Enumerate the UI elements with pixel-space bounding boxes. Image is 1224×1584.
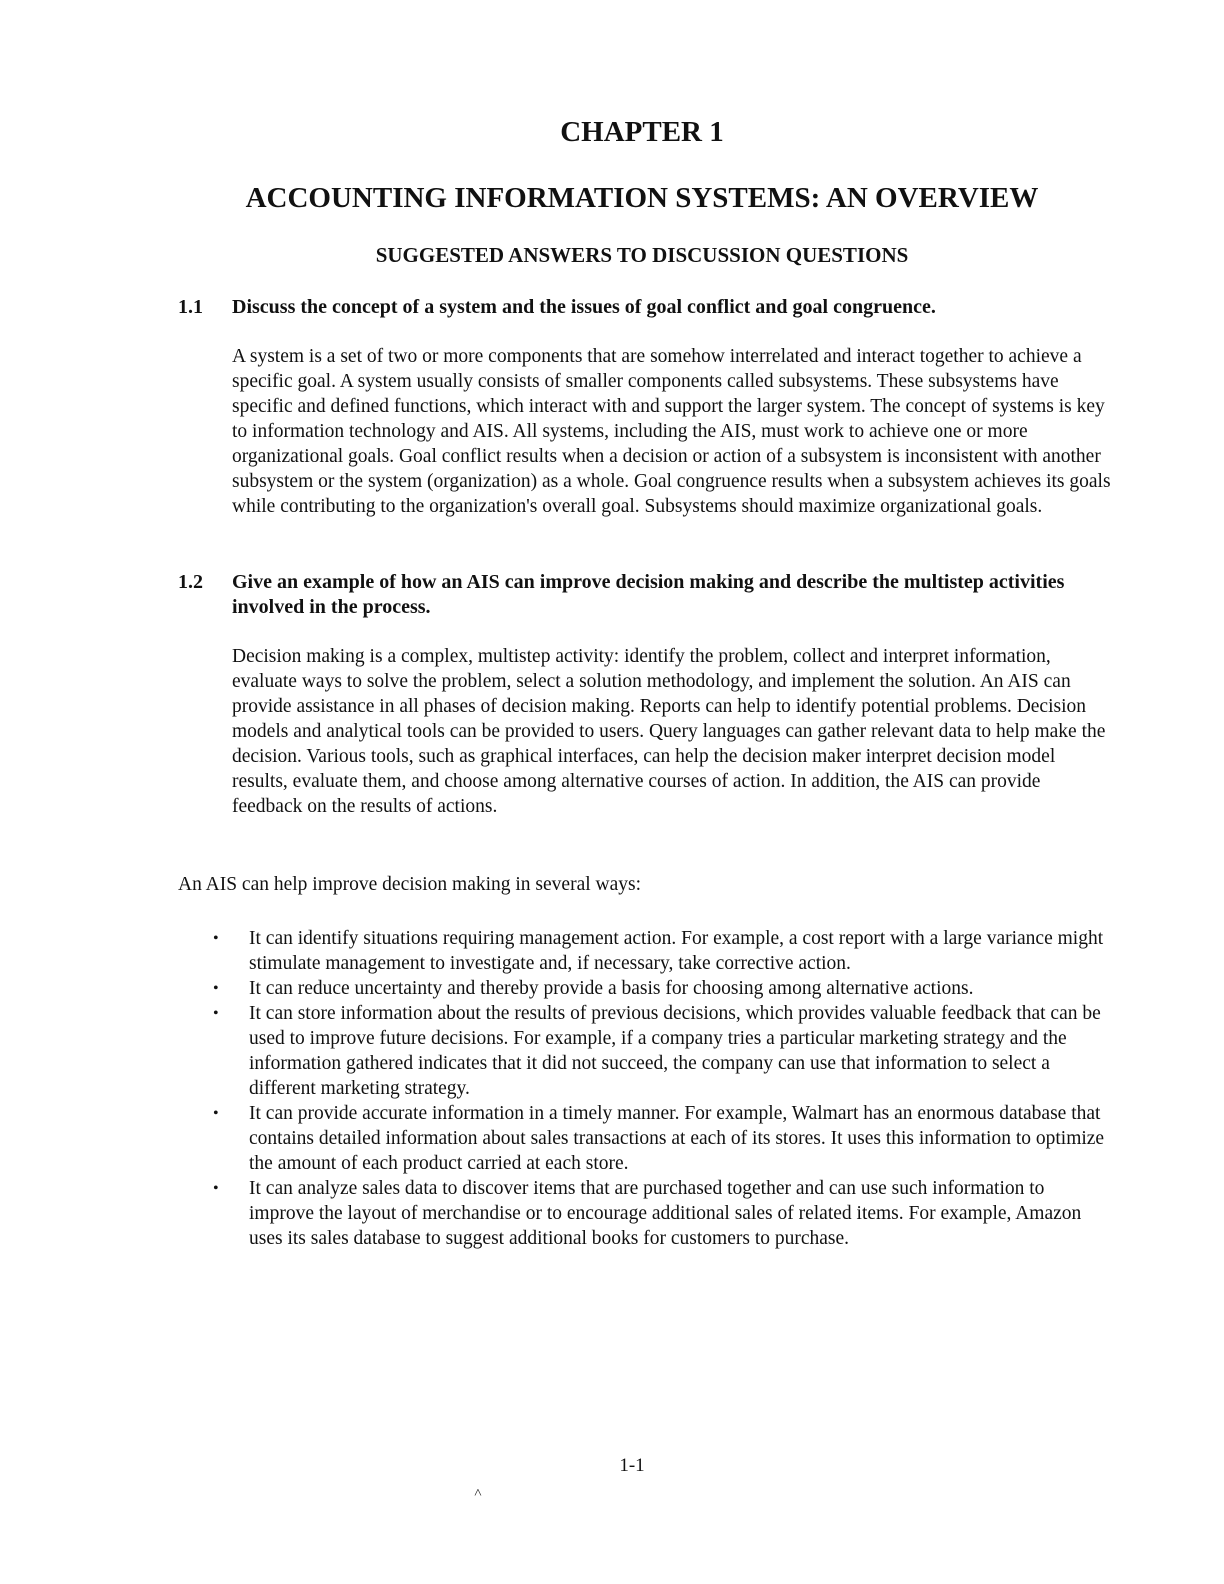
- list-item: [0, 1101, 1224, 1176]
- question-text: Give an example of how an AIS can improve decision making and describe the multistep activities involved in the process.: [232, 571, 1065, 618]
- question-number: 1.2: [178, 571, 203, 593]
- bullet-list: [0, 926, 1224, 1251]
- chapter-heading: CHAPTER 1: [560, 116, 724, 148]
- question-text: Discuss the concept of a system and the issues of goal conflict and goal congruence.: [232, 296, 936, 318]
- bullet-icon: •: [213, 930, 219, 947]
- bullet-icon: •: [213, 1105, 219, 1122]
- answer-paragraph: A system is a set of two or more components that are somehow interrelated and interact together to achieve a specific goal. A system usually consists of smaller components called subsystems. These subsystems have specific and defined functions, which interact with and support the larger system. The concept of systems is key to information technology and AIS. All systems, including the AIS, must work to achieve one or more organizational goals. Goal conflict results when a decision or action of a subsystem is inconsistent with another subsystem or the system (organization) as a whole. Goal congruence results when a subsystem achieves its goals while contributing to the organization's overall goal. Subsystems should maximize organizational goals.: [232, 346, 1111, 517]
- page-number: 1-1: [619, 1455, 645, 1476]
- list-item-text: It can store information about the results of previous decisions, which provides valuable feedback that can be used to improve future decisions. For example, if a company tries a particular marketing strategy and the information gathered indicates that it did not succeed, the company can use that information to select a different marketing strategy.: [249, 1003, 1101, 1099]
- bullet-icon: •: [213, 1180, 219, 1197]
- list-item: [0, 976, 1224, 1001]
- list-item-text: It can provide accurate information in a timely manner. For example, Walmart has an enormous database that contains detailed information about sales transactions at each of its stores. It uses this information to optimize the amount of each product carried at each store.: [249, 1103, 1105, 1174]
- list-item: [0, 926, 1224, 976]
- list-item: [0, 1001, 1224, 1101]
- section-heading: SUGGESTED ANSWERS TO DISCUSSION QUESTIONS: [375, 243, 909, 267]
- chapter-title: ACCOUNTING INFORMATION SYSTEMS: AN OVERVIEW: [245, 182, 1039, 214]
- stray-mark: ˄: [474, 1486, 482, 1501]
- list-item: [0, 1176, 1224, 1251]
- question-number: 1.1: [178, 296, 203, 318]
- bullet-icon: •: [213, 1005, 219, 1022]
- list-item-text: It can analyze sales data to discover items that are purchased together and can use such information to improve the layout of merchandise or to encourage additional sales of related items. For example, Amazon uses its sales database to suggest additional books for customers to purchase.: [249, 1178, 1082, 1249]
- list-item-text: It can reduce uncertainty and thereby provide a basis for choosing among alternative actions.: [249, 978, 974, 999]
- bullet-icon: •: [213, 980, 219, 997]
- list-item-text: It can identify situations requiring management action. For example, a cost report with a large variance might stimulate management to investigate and, if necessary, take corrective action.: [249, 928, 1104, 974]
- intro-paragraph: An AIS can help improve decision making in several ways:: [178, 874, 642, 895]
- answer-paragraph: Decision making is a complex, multistep activity: identify the problem, collect and interpret information, evaluate ways to solve the problem, select a solution methodology, and implement the solution. An AIS can provide assistance in all phases of decision making. Reports can help to identify potential problems. Decision models and analytical tools can be provided to users. Query languages can gather relevant data to help make the decision. Various tools, such as graphical interfaces, can help the decision maker interpret decision model results, evaluate them, and choose among alternative courses of action. In addition, the AIS can provide feedback on the results of actions.: [232, 646, 1106, 817]
